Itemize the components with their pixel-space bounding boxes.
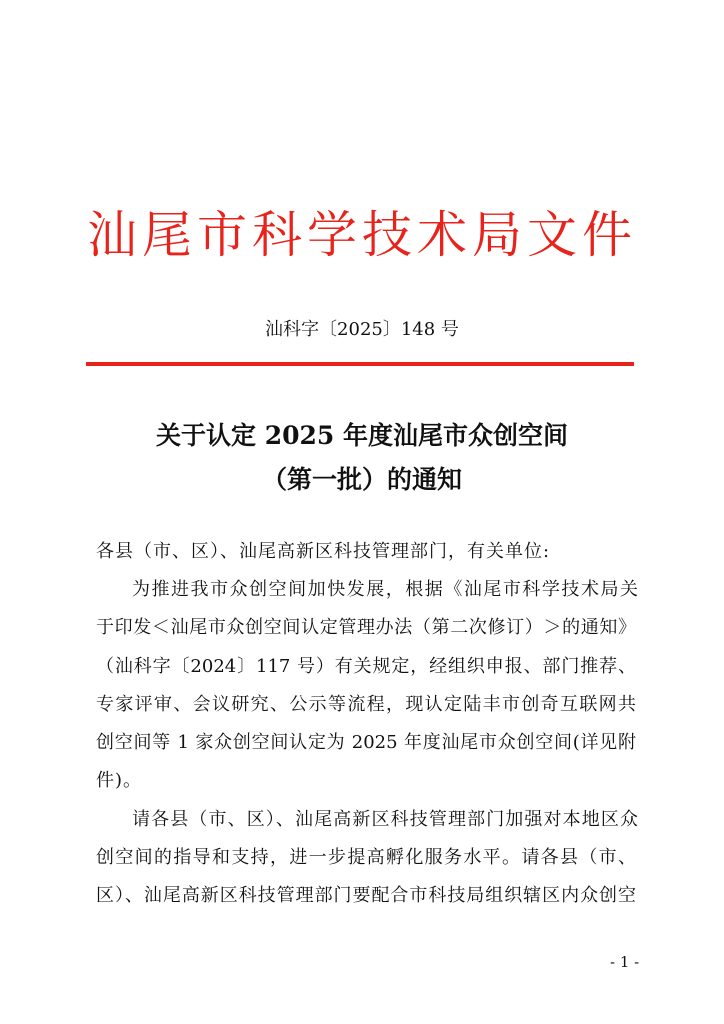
paragraph2-line: 区）、汕尾高新区科技管理部门要配合市科技局组织辖区内众创空	[96, 885, 636, 906]
red-separator-line	[86, 362, 634, 366]
agency-masthead-title: 汕尾市科学技术局文件	[87, 206, 637, 264]
notice-title-line-1: 关于认定 2025 年度汕尾市众创空间	[156, 421, 568, 450]
paragraph1-line: 创空间等 1 家众创空间认定为 2025 年度汕尾市众创空间(详见附	[96, 732, 636, 753]
notice-title-line-2: （第一批）的通知	[261, 465, 462, 494]
document-number: 汕科字〔2025〕148 号	[265, 319, 459, 340]
paragraph2-line: 创空间的指导和支持，进一步提高孵化服务水平。请各县（市、	[96, 847, 636, 868]
paragraph1-line: 于印发＜汕尾市众创空间认定管理办法（第二次修订）＞的通知》	[96, 617, 636, 638]
salutation: 各县（市、区）、汕尾高新区科技管理部门，有关单位:	[96, 541, 551, 562]
paragraph1-line: 为推进我市众创空间加快发展，根据《汕尾市科学技术局关	[132, 579, 638, 600]
paragraph1-line: 件)。	[96, 770, 143, 791]
page-number: - 1 -	[610, 953, 640, 971]
paragraph1-line: （汕科字〔2024〕117 号）有关规定，经组织申报、部门推荐、	[96, 656, 636, 677]
paragraph1-line: 专家评审、会议研究、公示等流程，现认定陆丰市创奇互联网共	[96, 694, 636, 715]
paragraph2-line: 请各县（市、区）、汕尾高新区科技管理部门加强对本地区众	[132, 809, 638, 830]
